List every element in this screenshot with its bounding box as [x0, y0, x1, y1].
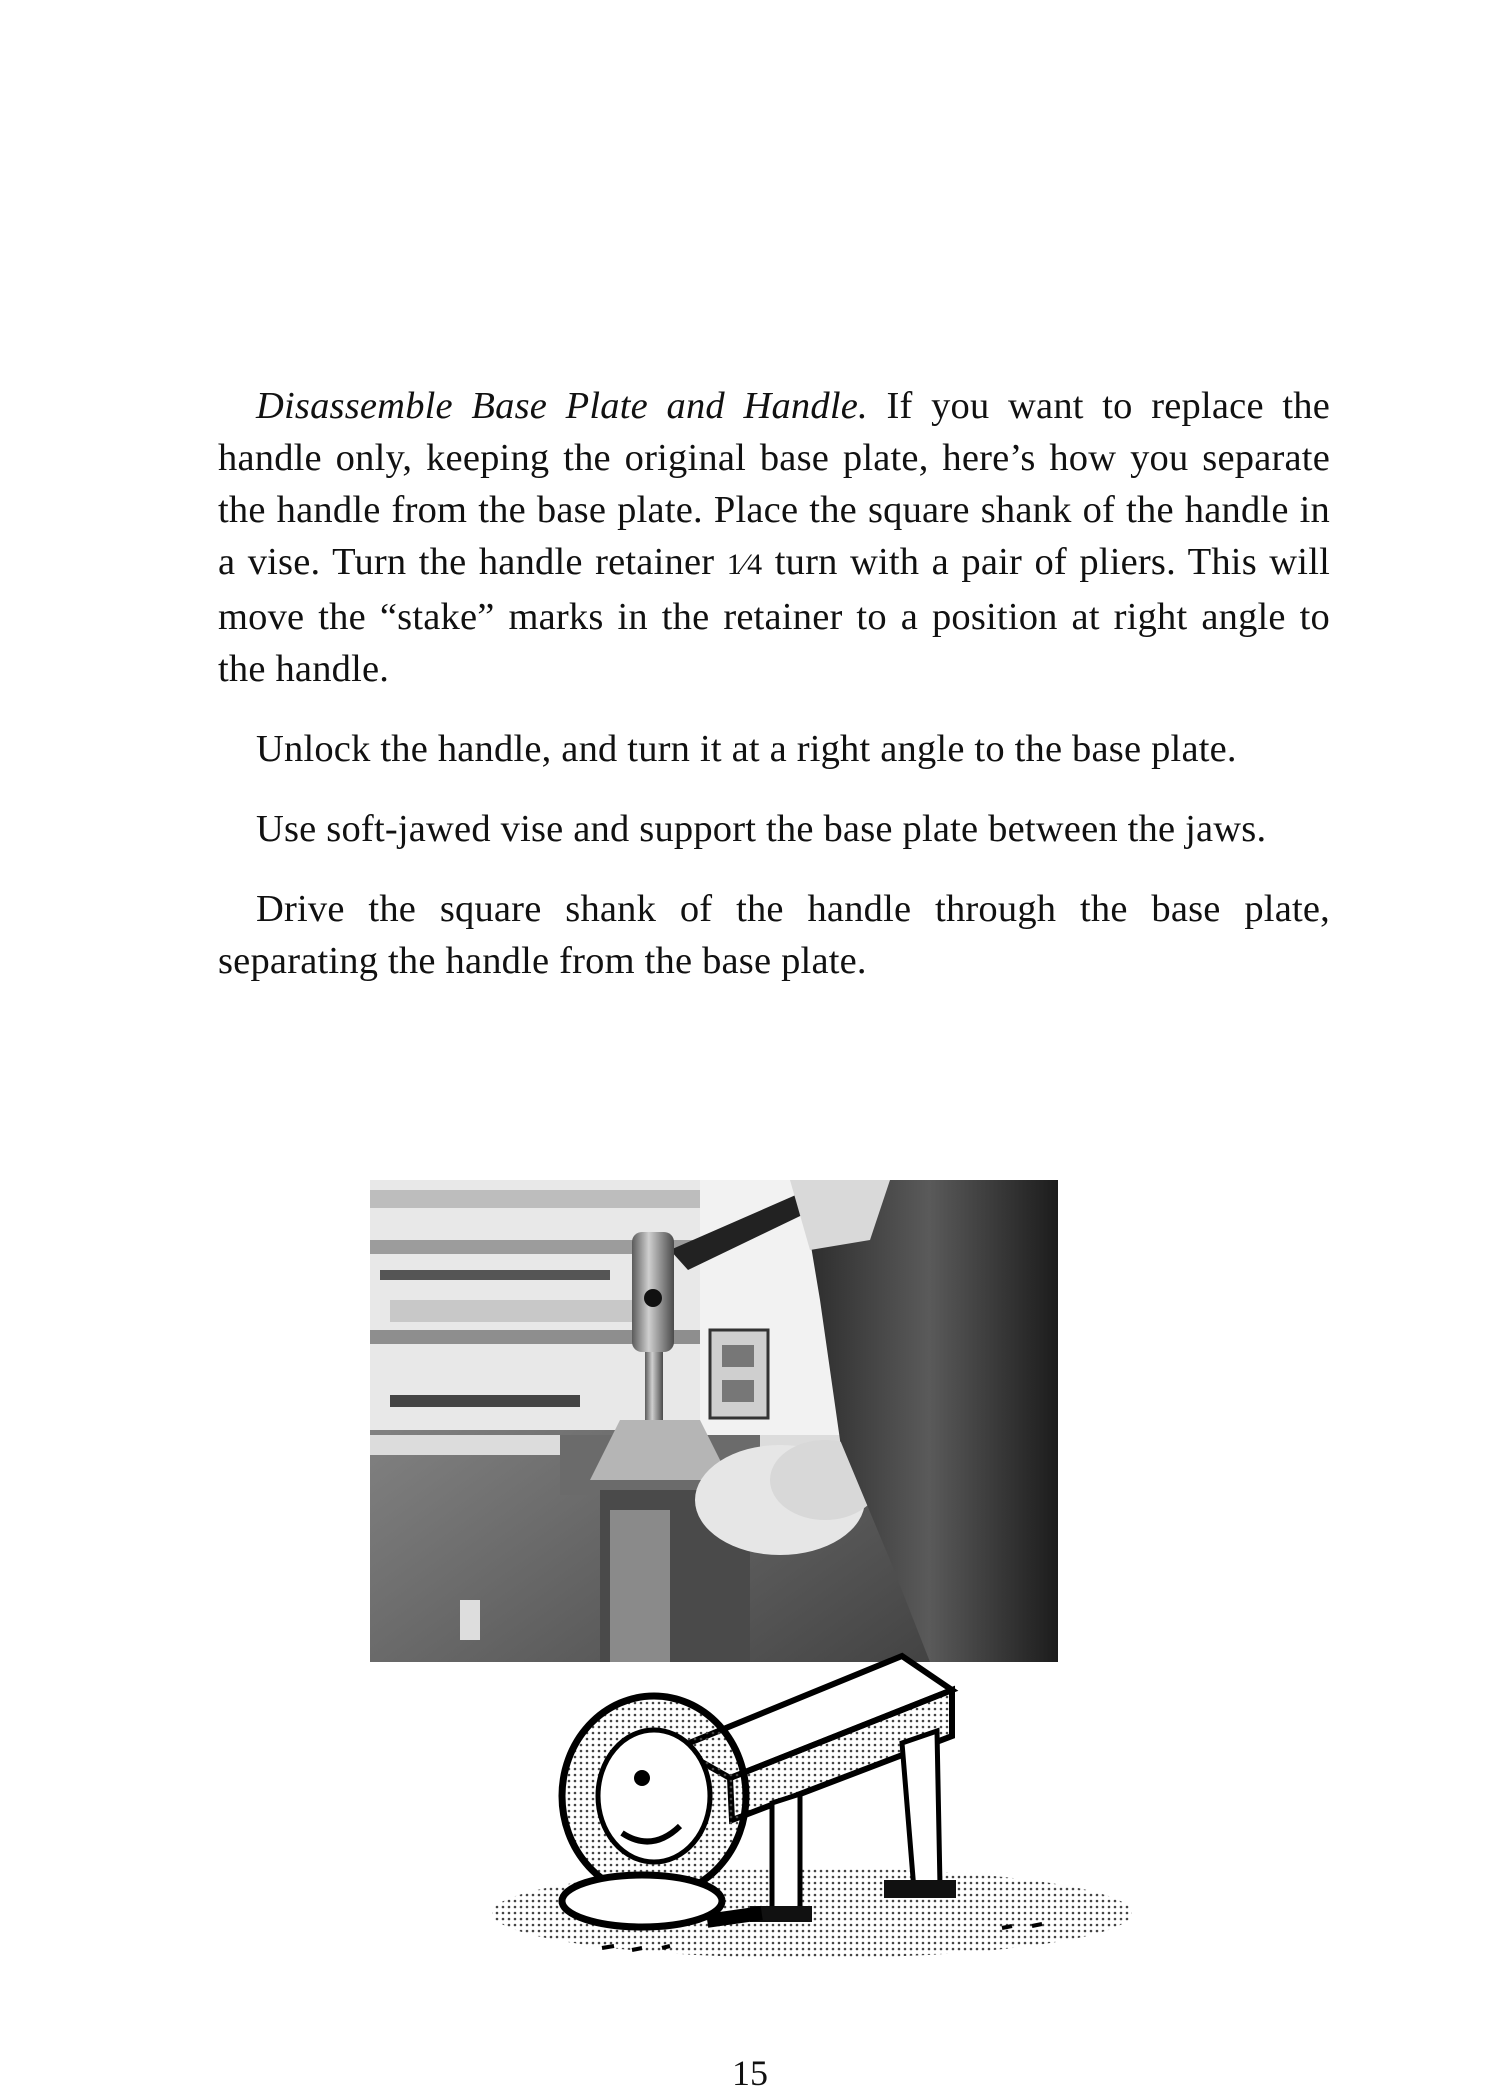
paragraph-disassemble	[218, 380, 1330, 695]
page-number: 15	[732, 2053, 768, 2093]
section-heading: Disassemble Base Plate and Handle.	[256, 385, 868, 427]
body-text	[218, 380, 1330, 1015]
paragraph-text: turn with a pair of pliers. This will move the “stake” marks in the retainer to a position at right angle to the handle.	[218, 541, 1330, 690]
paragraph-text: If you want to replace the handle only, keeping the original base plate, here’s how you separate the handle from the base plate. Place the square shank of the handle in a vise. Turn the handle retainer	[218, 385, 1330, 583]
cartoon-character	[482, 1628, 1210, 1970]
vise-photo	[370, 1180, 1058, 1662]
paragraph-drive: Drive the square shank of the handle through the base plate, separating the handle from the base plate.	[218, 888, 1330, 982]
fraction-quarter: 1⁄4	[726, 548, 763, 581]
paragraph-unlock: Unlock the handle, and turn it at a right angle to the base plate.	[256, 728, 1237, 770]
paragraph-vise: Use soft-jawed vise and support the base plate between the jaws.	[256, 808, 1267, 850]
illustration	[370, 1180, 1210, 1970]
